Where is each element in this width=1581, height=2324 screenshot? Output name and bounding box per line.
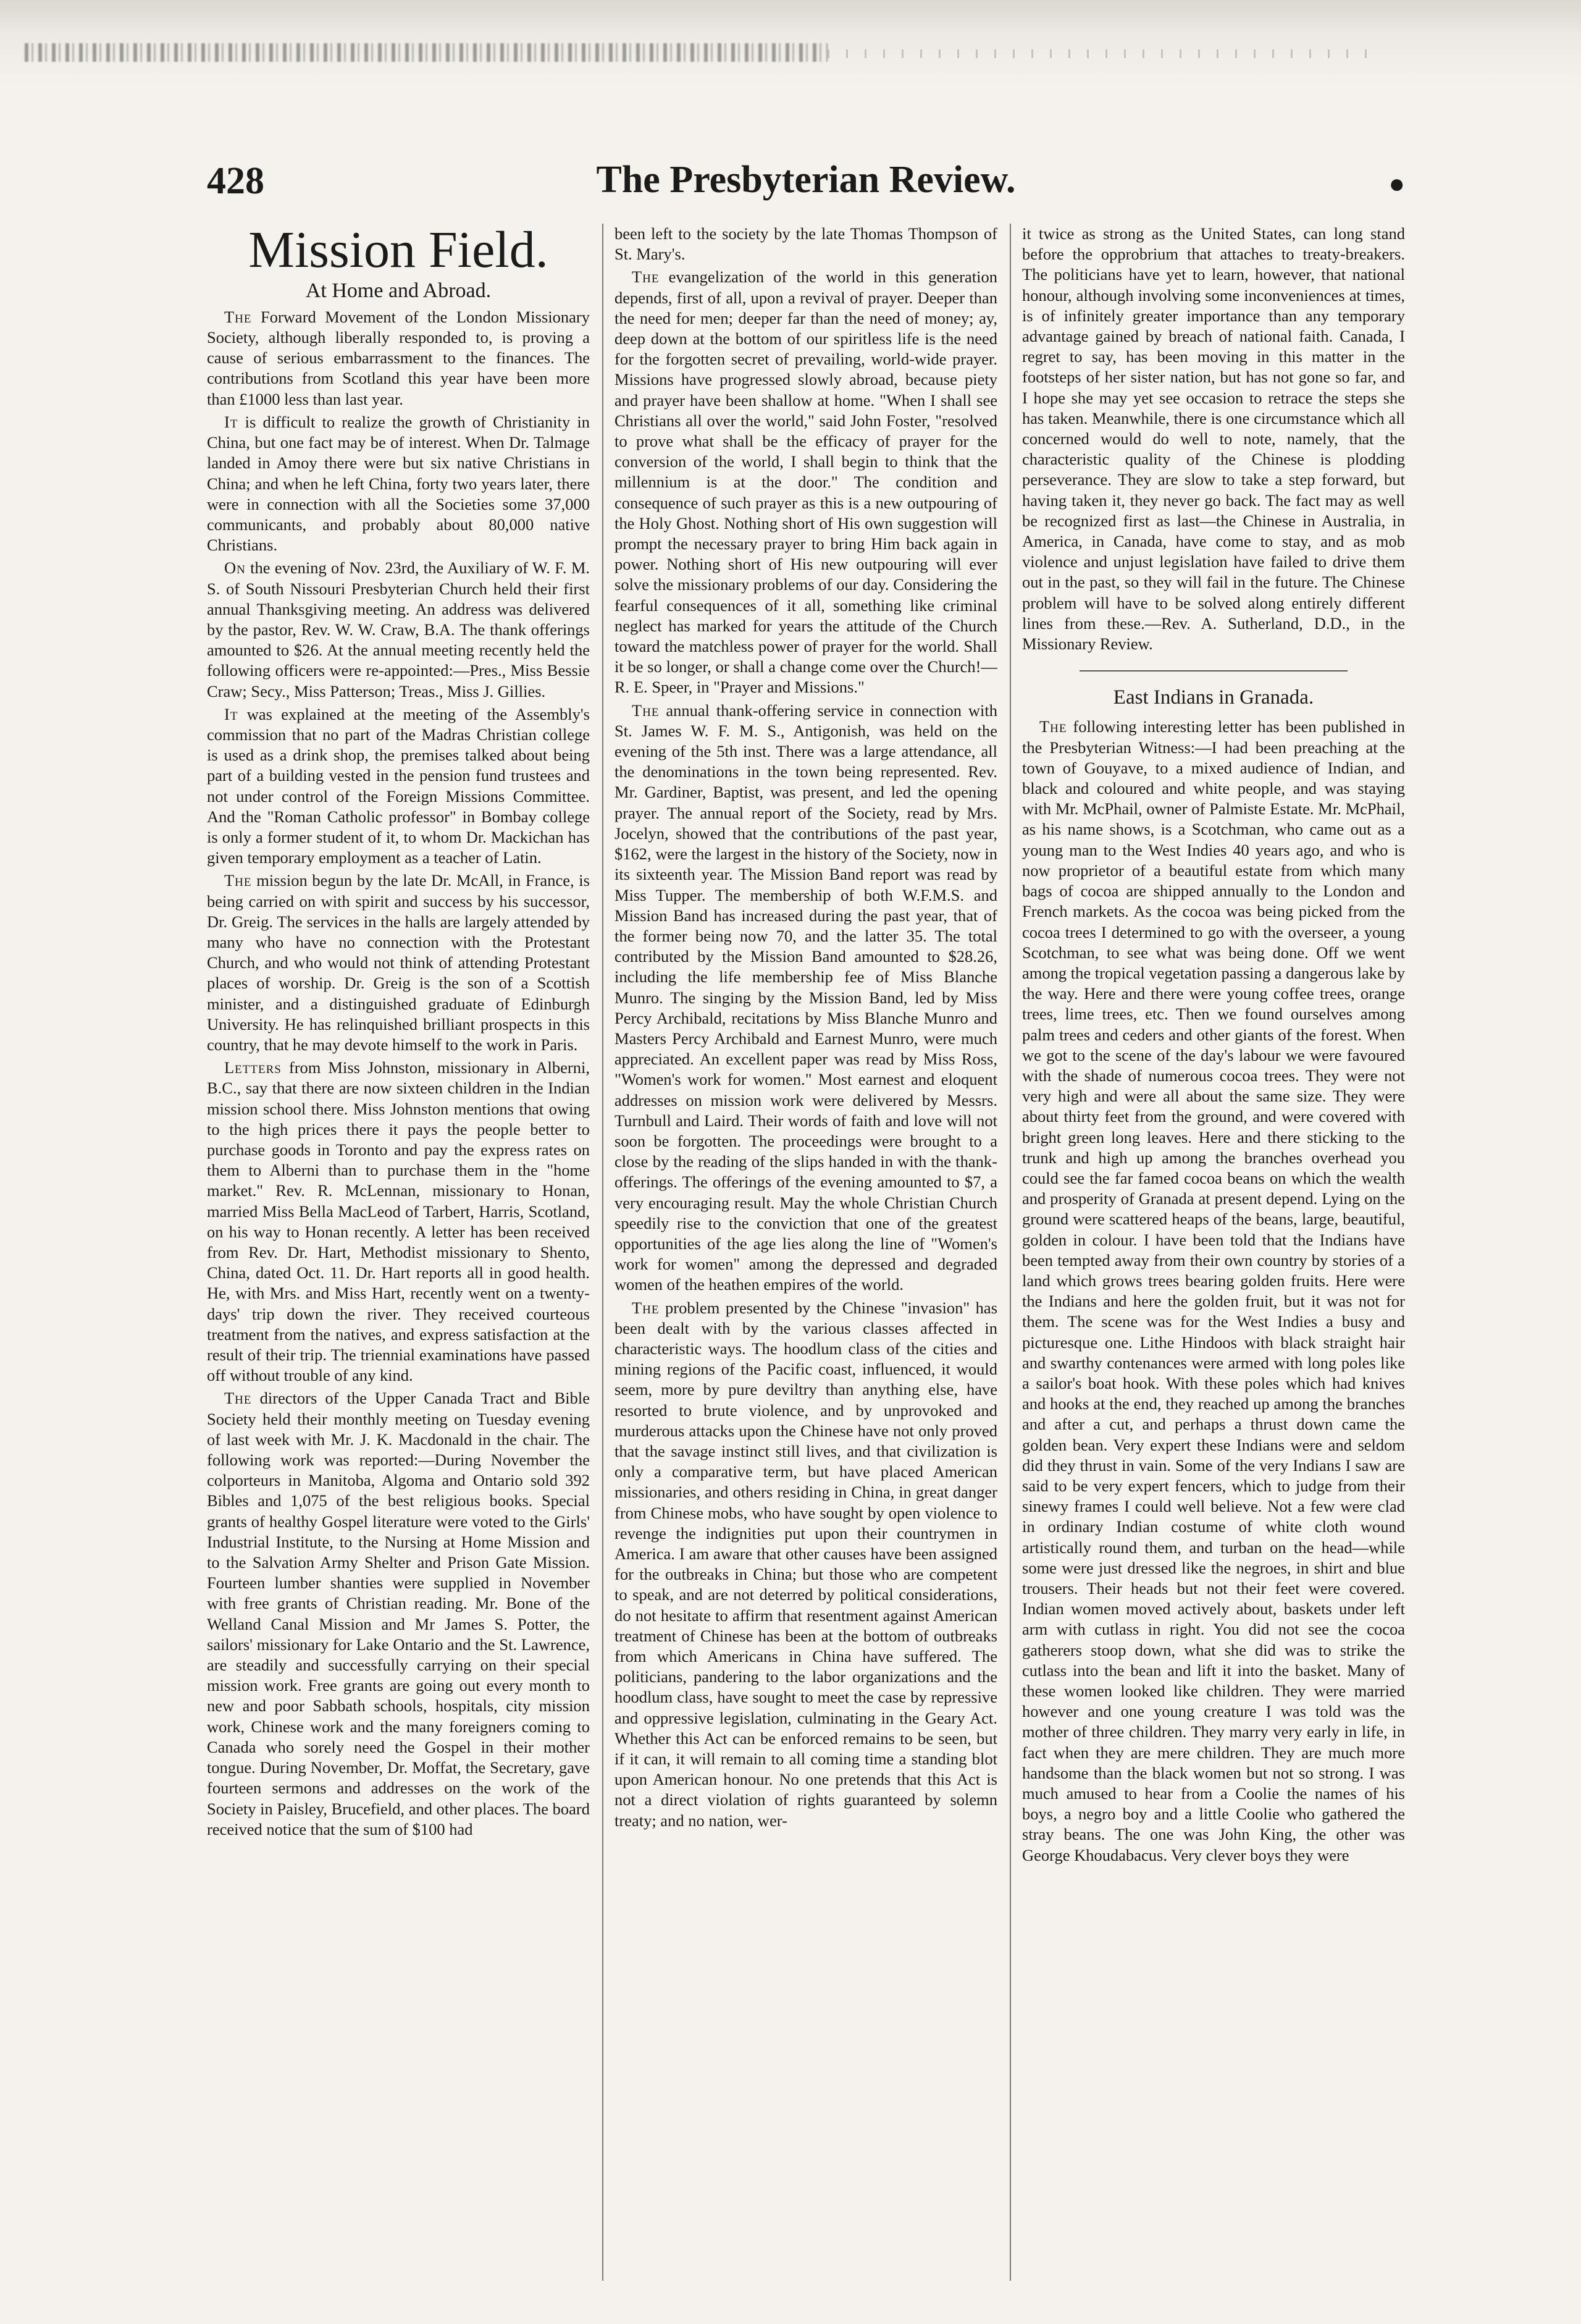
paragraph: [614, 701, 997, 1295]
paragraph: [1022, 224, 1405, 654]
paragraph: [207, 1058, 590, 1386]
paragraph-text: annual thank-offering service in connection with St. James W. F. M. S., Antigonish, was held on the evening of the 5th inst. There was a large attendance, all the denominations in the town being represented. Rev. Mr. Gardiner, Baptist, was present, and led the opening prayer. The annual report of the Society, read by Mrs. Jocelyn, showed that the contributions of the past year, $162, were the largest in the history of the Society, now in its sixteenth year. The Mission Band report was read by Miss Tupper. The membership of both W.F.M.S. and Mission Band has increased during the past year, that of the former being now 70, and the latter 35. The total contributed by the Mission Band amounted to $28.26, including the life membership fee of Miss Blanche Munro. The singing by the Mission Band, led by Miss Percy Archibald, recitations by Miss Blanche Munro and Masters Percy Archibald and Earnest Munro, were much appreciated. An excellent paper was read by Miss Ross, "Women's work for women." Most earnest and eloquent addresses on mission work were delivered by Messrs. Turnbull and Laird. Their words of faith and love will not soon be forgotten. The proceedings were brought to a close by the reading of the slips handed in with the thank-offerings. The offerings of the evening amounted to $7, a very encouraging result. May the whole Christian Church speedily rise to the conviction that one of the greatest opportunities of the age lies along the line of "Women's work for women" among the depressed and degraded women of the heathen empires of the world.: [614, 701, 997, 1294]
paragraph-lead-word: It: [224, 412, 238, 431]
paragraph-lead-word: The: [224, 1389, 252, 1408]
paragraph-lead-word: On: [224, 558, 246, 578]
article-title: East Indians in Granada.: [1113, 686, 1314, 709]
paragraph-lead-word: The: [632, 267, 660, 287]
paragraph-text: following interesting letter has been published in the Presbyterian Witness:—I had been preaching at the town of Gouyave, to a mixed audience of Indian, and black and coloured and white people, and was staying with Mr. McPhail, owner of Palmiste Estate. Mr. McPhail, as his name shows, is a Scotchman, who came out as a young man to the West Indies 40 years ago, and who is now proprietor of a beautiful estate from which many bags of cocoa are shipped annually to the London and French markets. As the cocoa was being picked from the cocoa trees I determined to go with the overseer, a young Scotchman, to see what was being done. Off we went among the tropical vegetation passing a dangerous lake by the way. Here and there were young coffee trees, orange trees, lime trees, etc. Then we found ourselves among palm trees and ceders and other giants of the forest. When we got to the scene of the day's labour we were favoured with the shade of numerous cocoa trees. They were not very high and were all about the same size. They were about thirty feet from the ground, and were covered with bright green long leaves. Here and there sticking to the trunk and high up among the branches overhead you could see the far famed cocoa beans on which the wealth and prosperity of Granada at present depend. Lying on the ground were scattered heaps of the beans, large, beautiful, golden in colour. I have been told that the Indians have been tempted away from their own country by stories of a land which grows trees bearing golden fruits. Here were the Indians and here the golden fruit, but it was not for them. The scene was for the West Indies a busy and picturesque one. Lithe Hindoos with black straight hair and swarthy contenances were armed with long poles like a sailor's boat hook. With these poles which had knives and hooks at the end, they reached up among the branches and after a cut, and perhaps a thrust down came the golden bean. Very expert these Indians were and seldom did they thrust in vain. Some of the very Indians I saw are said to be very expert fencers, which to judge from their sinewy frames I could well believe. Not a few were clad in ordinary Indian costume of white cloth wound artistically round them, and turban on the head—while some were just dressed like the negroes, in shirt and blue trousers. Their heads but not their feet were covered. Indian women moved actively about, baskets under left arm with cutlass in right. You did not see the cocoa gatherers stoop down, what she did was to strike the cutlass into the bean and lift it into the basket. Many of these women looked like children. They were married however and one young creature I was told was the mother of three children. They marry very early in life, in fact when they are mere children. They are much more handsome than the black women but not so strong. I was much amused to hear from a Coolie the names of his boys, a negro boy and a little Coolie who gathered the stray beans. The one was John King, the other was George Khoudabacus. Very clever boys they were: [1022, 717, 1405, 1864]
paragraph-text: problem presented by the Chinese "invasion" has been dealt with by the various classes affected in characteristic ways. The hoodlum class of the cities and mining regions of the Pacific coast, influenced, it would seem, more by pure deviltry than anything else, have resorted to brute violence, and by unprovoked and murderous attacks upon the Chinese have not only proved that the savage instinct still lives, and that civilization is only a comparative term, but have placed American missionaries, and others residing in China, in great danger from Chinese mobs, who have sought by open violence to revenge the indignities put upon their countrymen in America. I am aware that other causes have been assigned for the outbreaks in China; but those who are competent to speak, and are not deterred by political considerations, do not hesitate to affirm that resentment against American treatment of Chinese has been at the bottom of outbreaks from which Americans in China have suffered. The politicians, pandering to the labor organizations and the hoodlum class, have sought to meet the case by repressive and oppressive legislation, culminating in the Geary Act. Whether this Act can be enforced remains to be seen, but if it can, it will remain to all coming time a standing blot upon American honour. No one pretends that this Act is not a direct violation of rights guaranteed by solemn treaty; and no nation, wer-: [614, 1298, 997, 1830]
paragraph-lead-word: It: [224, 704, 238, 723]
paragraph-lead-word: The: [224, 307, 252, 326]
paragraph-text: mission begun by the late Dr. McAll, in France, is being carried on with spirit and success by his successor, Dr. Greig. The services in the halls are largely attended by many who have no connection with the Protestant Church, and who would not think of attending Protestant places of worship. Dr. Greig is the son of a Scottish minister, and a distinguished graduate of Edinburgh University. He has relinquished brilliant prospects in this country, that he may devote himself to the work in Paris.: [207, 871, 590, 1054]
column-1: [207, 224, 590, 2281]
column-2: [614, 224, 997, 2281]
running-title: The Presbyterian Review.: [596, 159, 1016, 201]
column-2-paragraphs: [614, 224, 997, 1831]
paragraph: [614, 224, 997, 264]
section-title: Mission Field.: [248, 224, 548, 279]
paragraph: [1022, 717, 1405, 1865]
paragraph-lead-word: The: [632, 1298, 660, 1317]
paragraph-lead-word: The: [224, 871, 252, 890]
article-separator: [1080, 670, 1348, 672]
paragraph-text: directors of the Upper Canada Tract and Bible Society held their monthly meeting on Tuesday evening of last week with Mr. J. K. Macdonald in the chair. The following work was reported:—During November the colporteurs in Manitoba, Algoma and Ontario sold 392 Bibles and 1,075 of the best religious books. Special grants of healthy Gospel literature were voted to the Girls' Industrial Institute, to the Nursing at Home Mission and to the Salvation Army Shelter and Prison Gate Mission. Fourteen lumber shanties were supplied in November with free grants of Christian reading. Mr. Bone of the Welland Canal Mission and Mr James S. Potter, the sailors' missionary for Lake Ontario and the St. Lawrence, are steadily and successfully carrying on their special mission work. Free grants are going out every month to new and poor Sabbath schools, hospitals, city mission work, Chinese work and the many foreigners coming to Canada who sorely need the Gospel in their mother tongue. During November, Dr. Moffat, the Secretary, gave fourteen sermons and addresses on the work of the Society in Paisley, Brucefield, and other places. The board received notice that the sum of $100 had: [207, 1389, 590, 1838]
paragraph-lead-word: The: [632, 701, 660, 720]
column-rule: [1010, 224, 1011, 2281]
page-header: [207, 159, 1405, 211]
column-3-paragraphs-top: [1022, 224, 1405, 654]
paragraph-text: from Miss Johnston, missionary in Alberni, B.C., say that there are now sixteen children in the Indian mission school there. Miss Johnston mentions that owing to the high prices there it pays the people better to purchase goods in Toronto and pay the express rates on them to Alberni than to purchase them in the "home market." Rev. R. McLennan, missionary to Honan, married Miss Bella MacLeod of Tarbert, Harris, Scotland, on his way to Honan recently. A letter has been received from Rev. Dr. Hart, Methodist missionary to Shento, China, dated Oct. 11. Dr. Hart reports all in good health. He, with Mrs. and Miss Hart, recently went on a twenty-days' trip down the river. They received courteous treatment from the natives, and express satisfaction at the result of their trip. The triennial examinations have passed off without trouble of any kind.: [207, 1058, 590, 1385]
column-3-paragraphs-bottom: [1022, 717, 1405, 1865]
paragraph-lead-word: Letters: [224, 1058, 282, 1077]
paragraph: [614, 267, 997, 697]
paragraph-lead-word: The: [1039, 717, 1067, 736]
paragraph: [207, 412, 590, 555]
paragraph: [614, 1298, 997, 1831]
scan-noise-band: [25, 43, 828, 62]
column-3: [1022, 224, 1405, 2281]
section-subtitle: At Home and Abroad.: [305, 279, 492, 302]
paragraph: [207, 870, 590, 1055]
paragraph-text: is difficult to realize the growth of Christianity in China, but one fact may be of interest. When Dr. Talmage landed in Amoy there were but six native Christians in China; and when he left China, forty two years later, there were in connection with all the Societies some 37,000 communicants, and probably about 80,000 native Christians.: [207, 412, 590, 555]
paragraph: [207, 558, 590, 701]
paragraph-text: it twice as strong as the United States, can long stand before the opprobrium that attaches to treaty-breakers. The politicians have yet to learn, however, that national honour, although involving some inconveniences at times, is of infinitely greater importance than any temporary advantage gained by breach of national faith. Canada, I regret to say, has been moving in this matter in the footsteps of her sister nation, but has not gone so far, and I hope she may yet see occasion to retrace the steps she has taken. Meanwhile, there is one circumstance which all concerned would do well to note, namely, that the characteristic quality of the Chinese is plodding perseverance. They are slow to take a step forward, but having taken it, they never go back. The fact may as well be recognized first as last—the Chinese in Australia, in America, in Canada, have come to stay, and as mob violence and unjust legislation have failed to drive them out in the past, so they will fail in the future. The Chinese problem will have to be solved along entirely different lines from these.—Rev. A. Sutherland, D.D., in the Missionary Review.: [1022, 224, 1405, 654]
paragraph-text: was explained at the meeting of the Assembly's commission that no part of the Madras Christian college is used as a drink shop, the premises talked about being part of a building vested in the pension fund trustees and not under control of the Foreign Missions Committee. And the "Roman Catholic professor" in Bombay college is only a former student of it, to whom Dr. Mackichan has given temporary employment as a teacher of Latin.: [207, 704, 590, 867]
scan-noise-band-light: [828, 49, 1383, 58]
paragraph: [207, 1388, 590, 1839]
page-number: 428: [207, 160, 264, 202]
paragraph-text: Forward Movement of the London Missionary Society, although liberally responded to, is proving a cause of serious embarrassment to the finances. The contributions from Scotland this year have been more than £1000 less than last year.: [207, 307, 590, 408]
paragraph: [207, 307, 590, 410]
column-rule: [602, 224, 603, 2281]
column-1-paragraphs: [207, 307, 590, 1840]
ink-mark: ●: [1388, 169, 1405, 199]
paragraph-text: the evening of Nov. 23rd, the Auxiliary of W. F. M. S. of South Nissouri Presbyterian Church held their first annual Thanksgiving meeting. An address was delivered by the pastor, Rev. W. W. Craw, B.A. The thank offerings amounted to $26. At the annual meeting recently held the following officers were re-appointed:—Pres., Miss Bessie Craw; Secy., Miss Patterson; Treas., Miss J. Gillies.: [207, 558, 590, 701]
paragraph: [207, 704, 590, 869]
paragraph-text: been left to the society by the late Thomas Thompson of St. Mary's.: [614, 224, 997, 264]
paragraph-text: evangelization of the world in this generation depends, first of all, upon a revival of prayer. Deeper than the need for men; deeper far than the need of money; ay, deep down at the bottom of our spiritless life is the need for the forgotten secret of prevailing, world-wide prayer. Missions have progressed slowly abroad, because piety and prayer have been shallow at home. "When I shall see Christians all over the world," said John Foster, "resolved to prove what shall be the efficacy of prayer for the conversion of the world, I shall begin to think that the millennium is at the door." The condition and consequence of such prayer as this is a new outpouring of the Holy Ghost. Nothing short of His own suggestion will prompt the necessary prayer to bring Him back again in power. Nothing short of His new outpouring will ever solve the missionary problems of our day. Considering the fearful consequences of it all, something like criminal neglect has marked for years the attitude of the Church toward the matchless power of prayer for the world. Shall it be so longer, or shall a change come over the Church!—R. E. Speer, in "Prayer and Missions.": [614, 267, 997, 697]
